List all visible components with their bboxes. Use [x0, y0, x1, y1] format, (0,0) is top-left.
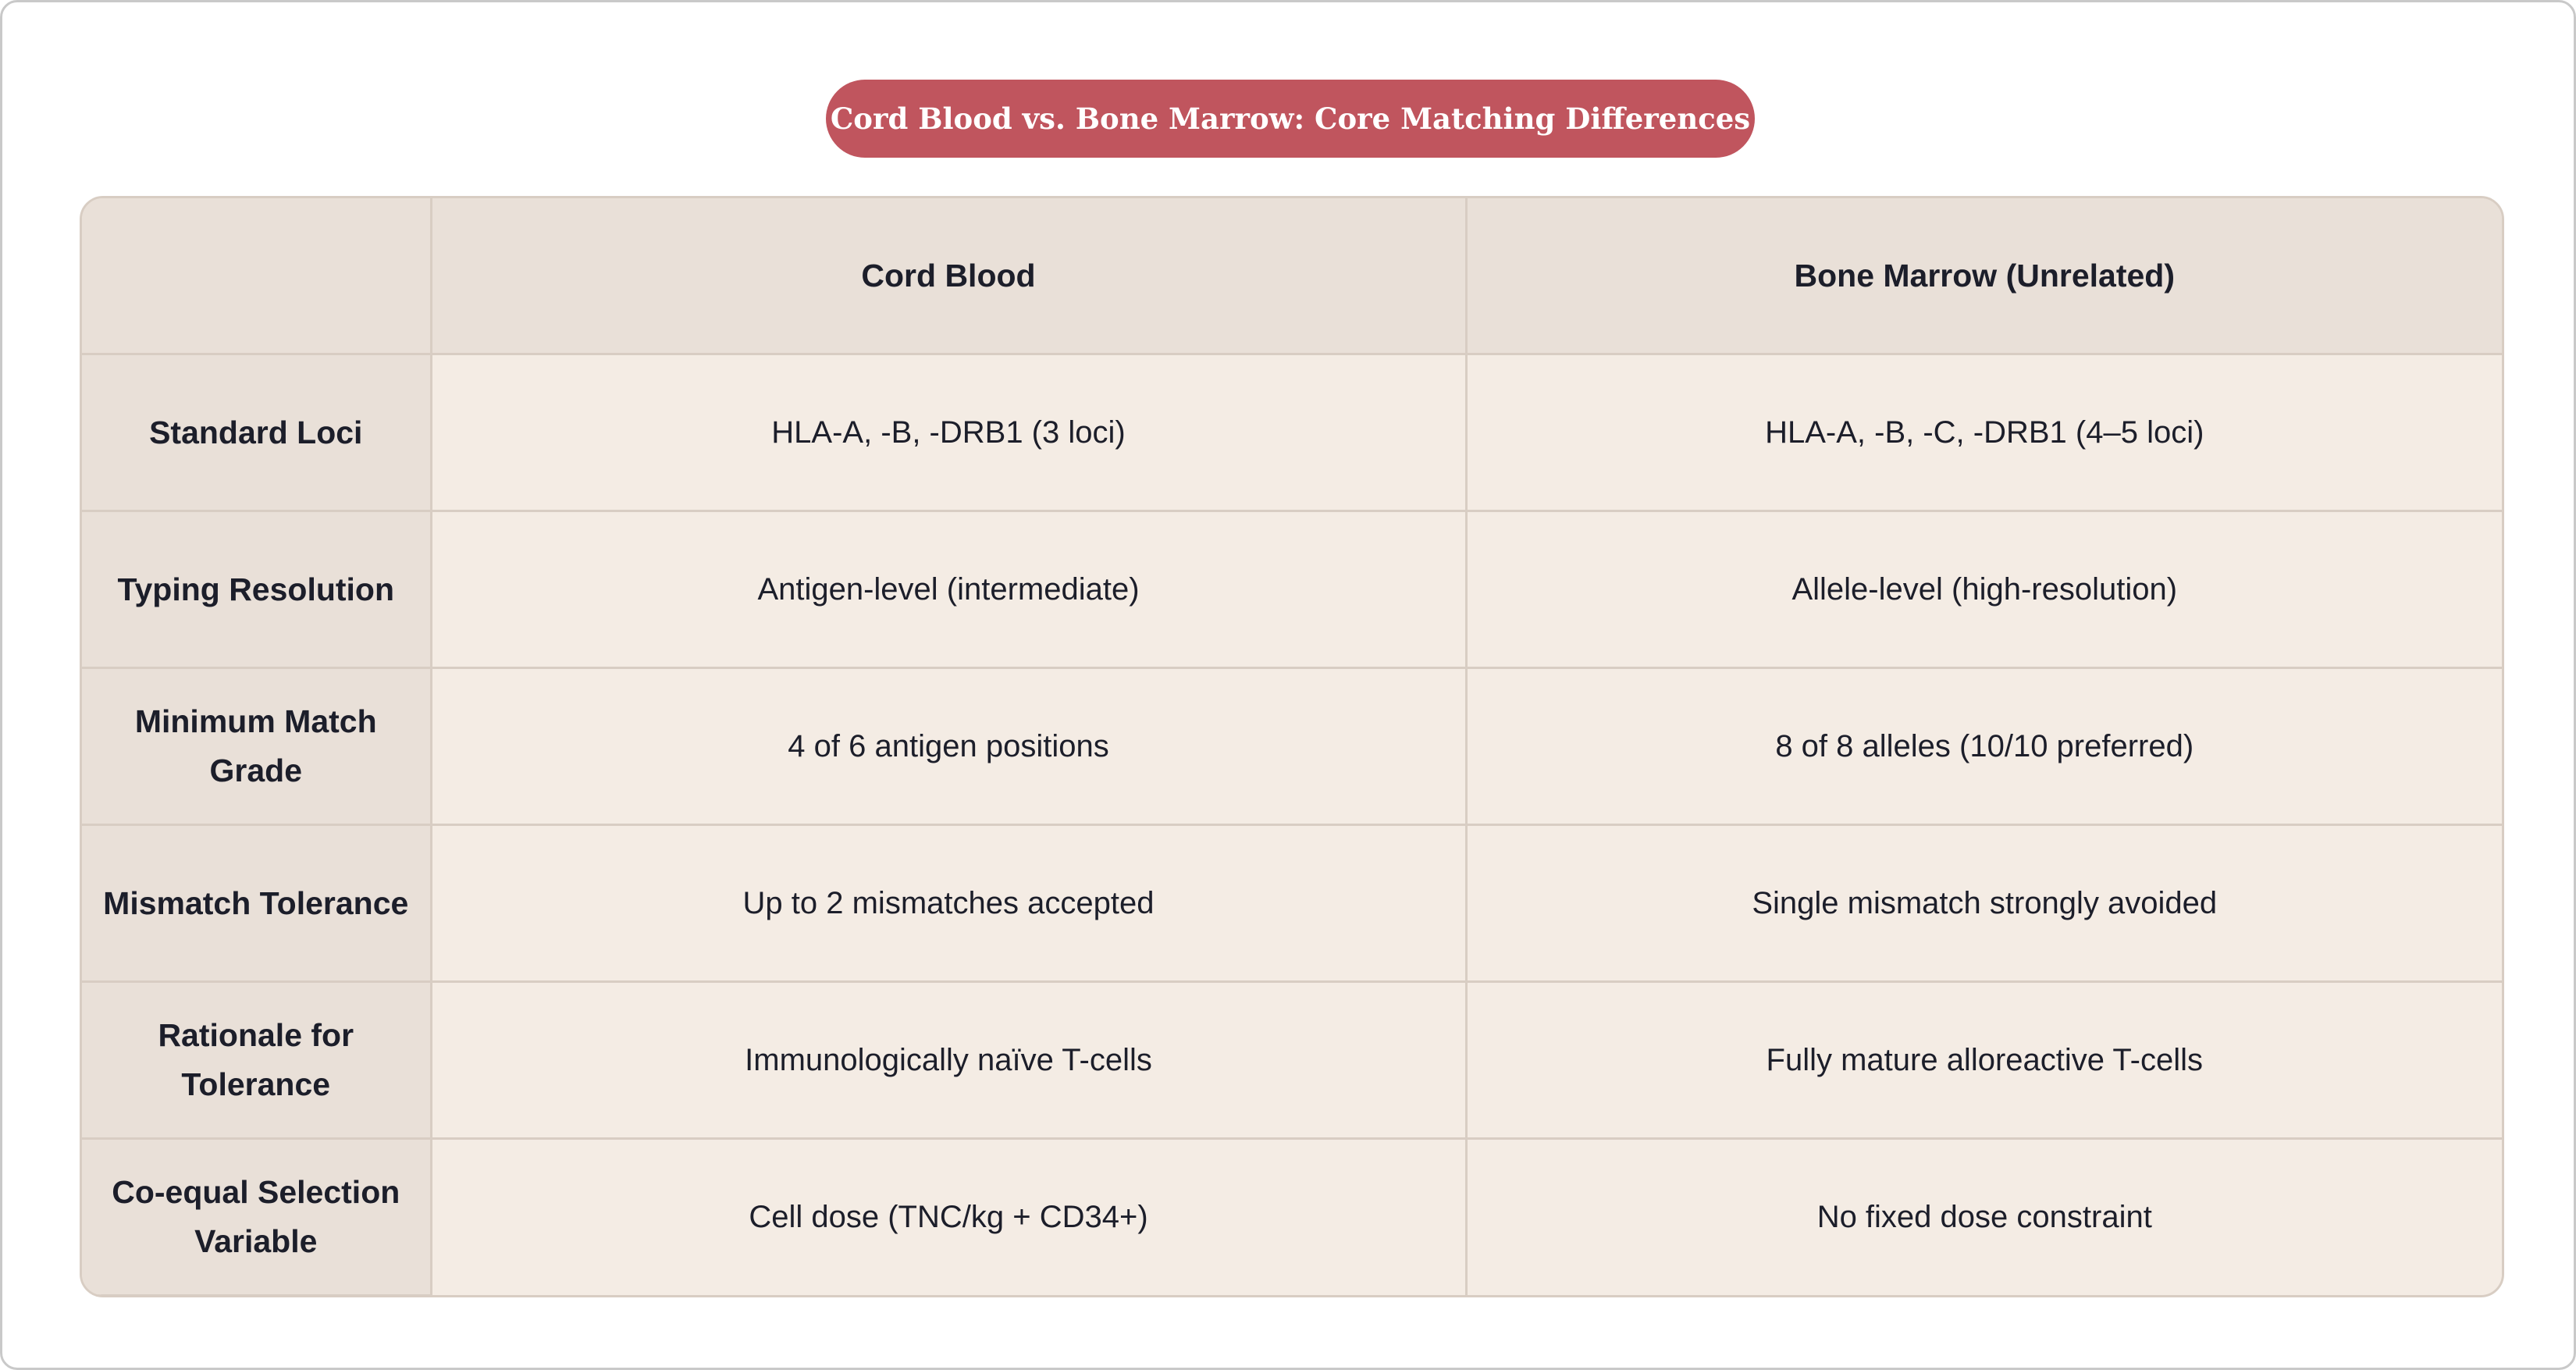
- cell-cord-blood: Antigen-level (intermediate): [431, 511, 1466, 668]
- page-title: Cord Blood vs. Bone Marrow: Core Matching Differences: [826, 80, 1755, 158]
- row-label-mismatch-tolerance: Mismatch Tolerance: [82, 825, 431, 982]
- row-label-rationale-for-tolerance: Rationale for Tolerance: [82, 982, 431, 1139]
- cell-bone-marrow: HLA-A, -B, -C, -DRB1 (4–5 loci): [1466, 354, 2502, 511]
- table-header-row: [82, 198, 2502, 354]
- cell-bone-marrow: 8 of 8 alleles (10/10 preferred): [1466, 668, 2502, 825]
- row-label-co-equal-selection-variable: Co-equal Selection Variable: [82, 1139, 431, 1296]
- cell-cord-blood: 4 of 6 antigen positions: [431, 668, 1466, 825]
- cell-cord-blood: Up to 2 mismatches accepted: [431, 825, 1466, 982]
- cell-bone-marrow: Single mismatch strongly avoided: [1466, 825, 2502, 982]
- header-bone-marrow: Bone Marrow (Unrelated): [1466, 198, 2502, 354]
- cell-bone-marrow: No fixed dose constraint: [1466, 1139, 2502, 1296]
- table-row: [82, 1139, 2502, 1296]
- table-row: [82, 668, 2502, 825]
- table-row: [82, 825, 2502, 982]
- header-cord-blood: Cord Blood: [431, 198, 1466, 354]
- row-label-standard-loci: Standard Loci: [82, 354, 431, 511]
- table-row: [82, 982, 2502, 1139]
- table-row: [82, 354, 2502, 511]
- row-label-typing-resolution: Typing Resolution: [82, 511, 431, 668]
- cell-cord-blood: Immunologically naïve T-cells: [431, 982, 1466, 1139]
- cell-cord-blood: Cell dose (TNC/kg + CD34+): [431, 1139, 1466, 1296]
- header-corner-cell: [82, 198, 431, 354]
- cell-cord-blood: HLA-A, -B, -DRB1 (3 loci): [431, 354, 1466, 511]
- cell-bone-marrow: Allele-level (high-resolution): [1466, 511, 2502, 668]
- table-row: [82, 511, 2502, 668]
- comparison-table-container: [80, 196, 2504, 1297]
- cell-bone-marrow: Fully mature alloreactive T-cells: [1466, 982, 2502, 1139]
- comparison-table: [82, 198, 2502, 1297]
- row-label-minimum-match-grade: Minimum Match Grade: [82, 668, 431, 825]
